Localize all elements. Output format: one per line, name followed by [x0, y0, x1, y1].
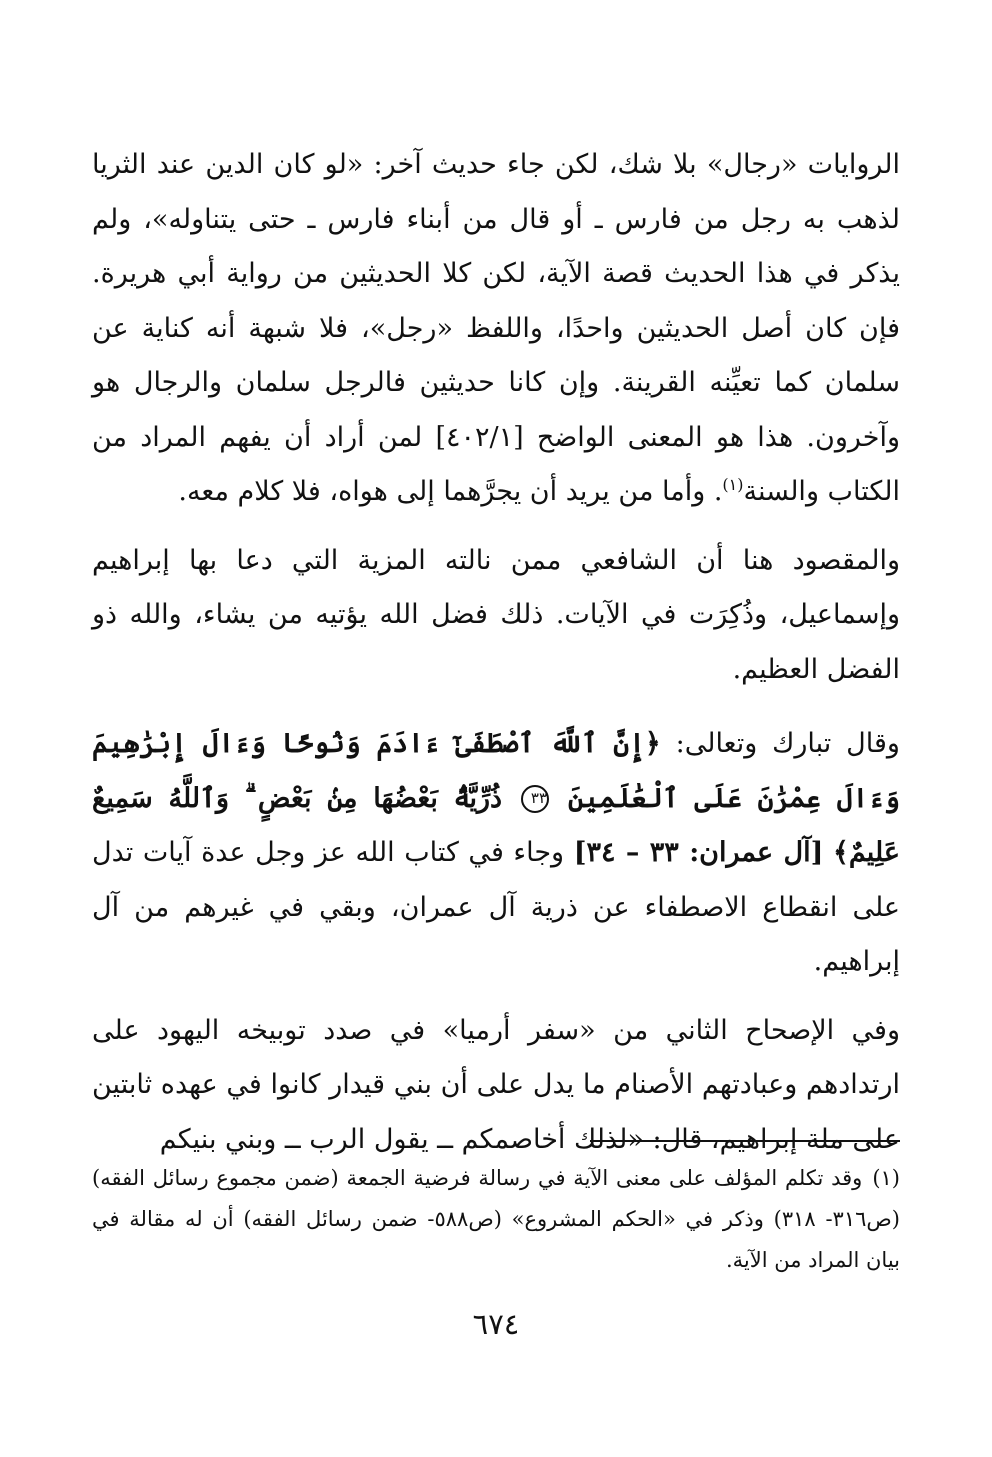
- paragraph-3: [92, 717, 900, 990]
- paragraph-1: [92, 138, 900, 520]
- paragraph-1-tail: . وأما من يريد أن يجرَّهما إلى هواه، فلا كلام معه.: [178, 476, 723, 507]
- footnote-marker: (١): [872, 1166, 900, 1190]
- footnote-text: وقد تكلم المؤلف على معنى الآية في رسالة فرضية الجمعة (ضمن مجموع رسائل الفقه) (ص٣١٦- ٣١٨) وذكر في «الحكم المشروع» (ص٥٨٨- ضمن رسائل الفقه) أن له مقالة في بيان المراد من الآية.: [92, 1166, 900, 1272]
- paragraph-3-rest: وجاء في كتاب الله عز وجل عدة آيات تدل على انقطاع الاصطفاء عن ذرية آل عمران، وبقي في غيرهم من آل إبراهيم.: [92, 837, 900, 977]
- footnote: [92, 1158, 900, 1281]
- footnote-ref[interactable]: (١): [722, 475, 744, 494]
- page-number: ٦٧٤: [472, 1307, 520, 1341]
- ayah-number-marker: ٣٣: [521, 785, 549, 813]
- footnote-separator: [590, 1140, 900, 1142]
- quran-verse-33: ﴿إِنَّ ٱللَّهَ ٱصْطَفَىٰٓ ءَادَمَ وَنُوحًا وَءَالَ إِبْرَٰهِيمَ وَءَالَ عِمْرَٰنَ عَلَى ٱلْعَٰلَمِينَ: [92, 728, 900, 814]
- verse-citation: [آل عمران: ٣٣ – ٣٤]: [573, 837, 824, 868]
- paragraph-4: وفي الإصحاح الثاني من «سفر أرميا» في صدد توبيخه اليهود على ارتدادهم وعبادتهم الأصنام ما يدل على أن بني قيدار كانوا في عهده ثابتين على ملة إبراهيم، قال: «لذلك أخاصمكم ــ يقول الرب ــ وبني بنيكم: [92, 1014, 900, 1155]
- verse-intro: وقال تبارك وتعالى:: [675, 728, 900, 759]
- quran-verse-34: ذُرِّيَّةًۢ بَعْضُهَا مِنۢ بَعْضٍ ۗ وَٱللَّهُ سَمِيعٌ عَلِيمٌ﴾: [92, 782, 901, 868]
- page-body: [92, 138, 900, 1167]
- paragraph-1-text: الروايات «رجال» بلا شك، لكن جاء حديث آخر: «لو كان الدين عند الثريا لذهب به رجل من فارس ـ أو قال من أبناء فارس ـ حتى يتناوله»، ولم يذكر في هذا الحديث قصة الآية، لكن كلا الحديثين من رواية أبي هريرة. فإن كان أصل الحديثين واحدًا، واللفظ «رجل»، فلا شبهة أنه كناية عن سلمان كما تعيِّنه القرينة. وإن كانا حديثين فالرجل سلمان والرجال هو وآخرون. هذا هو المعنى الواضح [٤٠٢/١] لمن أراد أن يفهم المراد من الكتاب والسنة: [92, 149, 900, 507]
- paragraph-2: والمقصود هنا أن الشافعي ممن نالته المزية التي دعا بها إبراهيم وإسماعيل، وذُكِرَت في الآيات. ذلك فضل الله يؤتيه من يشاء، والله ذو الفضل العظيم.: [92, 544, 900, 685]
